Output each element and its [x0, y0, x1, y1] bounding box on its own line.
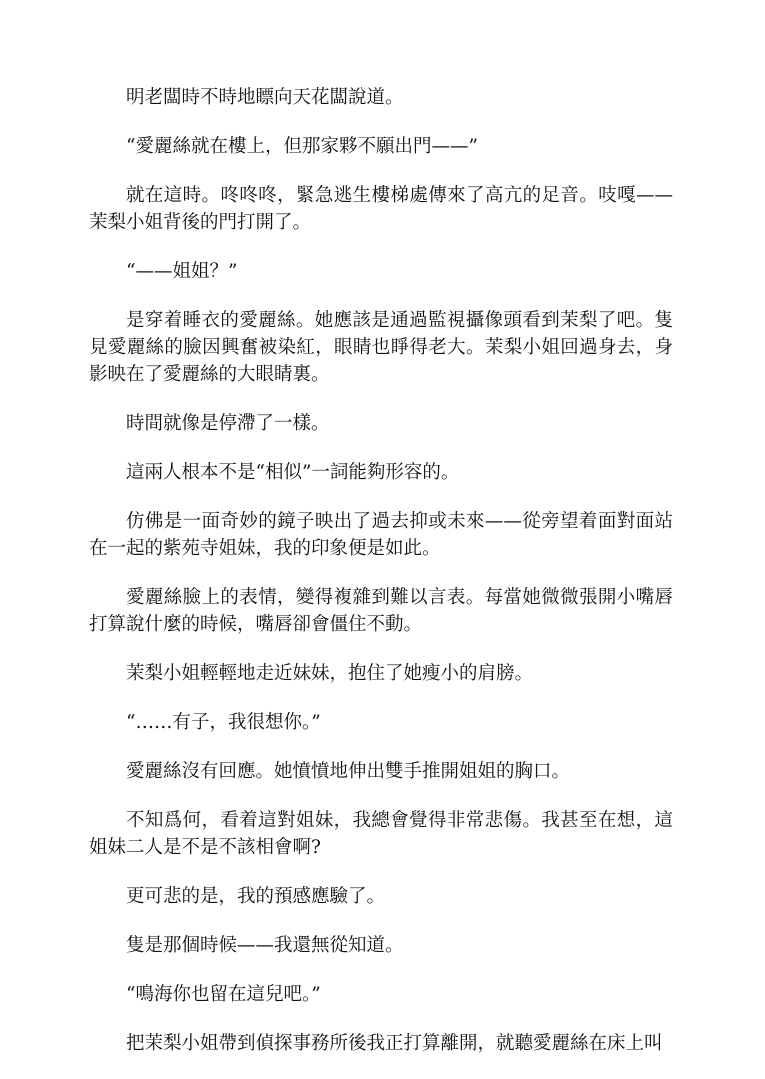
paragraph: 茉梨小姐輕輕地走近妹妹，抱住了她瘦小的肩膀。 — [126, 663, 534, 684]
paragraph: 仿佛是一面奇妙的鏡子映出了過去抑或未來——從旁望着面對面站在一起的紫苑寺姐妹，我的印象便是如此。 — [89, 511, 673, 559]
paragraph: 愛麗絲沒有回應。她憤憤地伸出雙手推開姐姐的胸口。 — [126, 761, 571, 782]
paragraph: 不知爲何，看着這對姐妹，我總會覺得非常悲傷。我甚至在想，這姐妹二人是不是不該相會啊? — [89, 810, 673, 858]
document-page — [89, 84, 673, 1079]
paragraph: “……有子，我很想你。” — [126, 712, 321, 733]
paragraph: “愛麗絲就在樓上，但那家夥不願出門——” — [126, 136, 478, 157]
paragraph: “鳴海你也留在這兒吧。” — [126, 984, 321, 1005]
paragraph: “——姐姐？” — [126, 261, 238, 282]
paragraph: 時間就像是停滯了一樣。 — [126, 413, 330, 434]
paragraph: 就在這時。咚咚咚，緊急逃生樓梯處傳來了高亢的足音。吱嘎——茉梨小姐背後的門打開了。 — [89, 185, 673, 233]
paragraph: 明老闆時不時地瞟向天花闆說道。 — [126, 87, 404, 108]
paragraph: 這兩人根本不是“相似”一詞能夠形容的。 — [126, 462, 460, 483]
paragraph: 把茉梨小姐帶到偵探事務所後我正打算離開，就聽愛麗絲在床上叫 — [126, 1033, 663, 1054]
paragraph: 更可悲的是，我的預感應驗了。 — [126, 886, 386, 907]
paragraph: 是穿着睡衣的愛麗絲。她應該是通過監視攝像頭看到茉梨了吧。隻見愛麗絲的臉因興奮被染紅，眼睛也睜得老大。茉梨小姐回過身去，身影映在了愛麗絲的大眼睛裏。 — [89, 310, 673, 385]
paragraph: 愛麗絲臉上的表情，變得複雜到難以言表。每當她微微張開小嘴唇打算說什麼的時候，嘴唇卻會僵住不動。 — [89, 587, 673, 635]
paragraph: 隻是那個時候——我還無從知道。 — [126, 935, 404, 956]
